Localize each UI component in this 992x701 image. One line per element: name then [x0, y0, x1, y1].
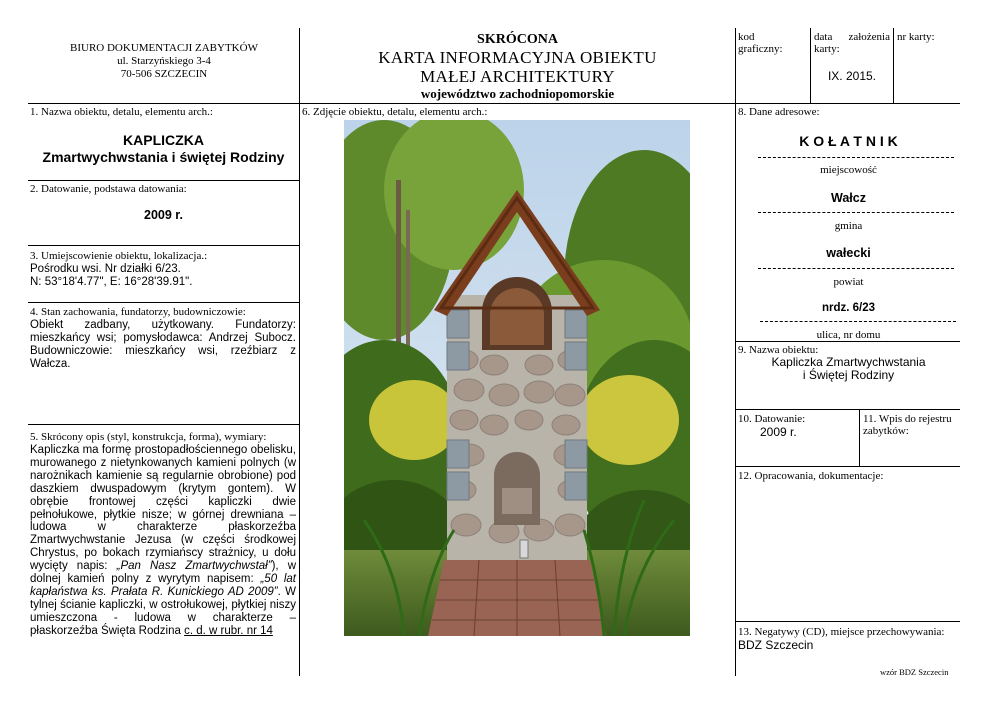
description-quote-2: „50 lat kapłaństwa ks. Prałata R. Kunickiego AD 2009” — [30, 573, 297, 598]
object-name-9 — [736, 356, 961, 382]
dashed-rule — [758, 268, 954, 269]
office-name: BIURO DOKUMENTACJI ZABYTKÓW — [70, 42, 258, 54]
divider — [893, 28, 894, 103]
object-name-line-1: KAPLICZKA — [123, 132, 204, 148]
section-1-label: 1. Nazwa obiektu, detalu, elementu arch.: — [30, 106, 213, 118]
street-value: nrdz. 6/23 — [821, 302, 876, 314]
powiat-caption: powiat — [833, 276, 864, 288]
description-text — [30, 444, 296, 638]
section-11-label: 11. Wpis do rejestru zabytków: — [863, 413, 952, 437]
description-quote-1: „Pan Nasz Zmartwychwstał” — [116, 560, 272, 573]
dating-value: 2009 r. — [144, 208, 183, 222]
section-2-label: 2. Datowanie, podstawa datowania: — [30, 183, 187, 195]
divider — [735, 621, 960, 622]
section-13-label: 13. Negatywy (CD), miejsce przechowywania: — [738, 626, 945, 638]
section-10-label: 10. Datowanie: — [738, 413, 806, 425]
section-9-label: 9. Nazwa obiektu: — [738, 344, 819, 356]
data-zalozenia-value: IX. 2015. — [827, 69, 877, 83]
nr-karty-label: nr karty: — [897, 31, 935, 43]
location-line-1: Pośrodku wsi. Nr działki 6/23. — [30, 263, 181, 275]
document-title — [300, 31, 735, 102]
title-line-1: SKRÓCONA — [477, 32, 558, 47]
title-line-2: KARTA INFORMACYJNA OBIEKTU — [378, 48, 657, 67]
voivodeship: województwo zachodniopomorskie — [420, 86, 615, 101]
dashed-rule — [758, 157, 954, 158]
continuation-reference: c. d. w rubr. nr 14 — [184, 624, 273, 637]
gmina-value: Wałcz — [831, 191, 866, 205]
template-note: wzór BDZ Szczecin — [880, 667, 949, 677]
divider — [735, 341, 960, 342]
object-name-9-line-2: i Świętej Rodziny — [802, 368, 895, 382]
office-address — [30, 42, 298, 81]
title-line-3: MAŁEJ ARCHITEKTURY — [420, 67, 615, 86]
divider — [299, 28, 300, 676]
office-street: ul. Starzyńskiego 3-4 — [117, 55, 211, 67]
divider — [810, 28, 811, 103]
divider — [735, 28, 736, 676]
divider — [859, 409, 860, 466]
section-3-label: 3. Umiejscowienie obiektu, lokalizacja.: — [30, 250, 208, 262]
section-8-label: 8. Dane adresowe: — [738, 106, 820, 118]
street-caption: ulica, nr domu — [816, 329, 881, 341]
section-4-label: 4. Stan zachowania, fundatorzy, budowniczowie: — [30, 306, 246, 318]
description-part-b: ), w dolnej kamień polny z wyrytym napisem: — [30, 560, 297, 586]
object-name-line-2: Zmartwychwstania i świętej Rodziny — [42, 149, 285, 165]
description-part-c: . W tylnej ścianie kapliczki, w ostrołukowej, płytkiej niszy umieszczona - ludowa w charakterze – płaskorzeźba Święta Rodzina — [30, 585, 296, 637]
village-name: K O Ł A T N I K — [799, 133, 898, 149]
dashed-rule — [758, 212, 954, 213]
powiat-value: wałecki — [826, 246, 871, 260]
condition-text: Obiekt zadbany, użytkowany. Fundatorzy: mieszkańcy wsi; pomysłodawca: Andrzej Subocz. Budowniczowie: mieszkańcy wsi, rzeźbiarz z Wałcza. — [30, 319, 296, 370]
location-coordinates: N: 53°18'4.77", E: 16°28'39.91". — [30, 276, 193, 288]
object-name-9-line-1: Kapliczka Zmartwychwstania — [771, 355, 926, 369]
section-5-label: 5. Skrócony opis (styl, konstrukcja, forma), wymiary: — [30, 431, 267, 443]
kod-graficzny-label: kod graficzny: — [738, 31, 783, 55]
negatives-location: BDZ Szczecin — [738, 638, 814, 652]
divider — [735, 409, 960, 410]
data-zalozenia-label: data założenia karty: — [814, 31, 890, 55]
shrine-photo — [344, 120, 690, 636]
divider — [28, 180, 299, 181]
gmina-caption: gmina — [834, 220, 863, 232]
divider — [28, 302, 299, 303]
village-caption: miejscowość — [820, 164, 877, 176]
section-12-label: 12. Opracowania, dokumentacje: — [738, 470, 884, 482]
divider — [28, 245, 299, 246]
divider — [28, 103, 960, 104]
section-6-label: 6. Zdjęcie obiektu, detalu, elementu arch.: — [302, 106, 488, 118]
object-name — [28, 132, 299, 166]
divider — [735, 466, 960, 467]
description-part-a: Kapliczka ma formę prostopadłościennego obelisku, murowanego z nietynkowanych kamieni polnych (w narożnikach kamienie są regularnie obrobione) pod daszkiem dwuspadowym (krytym gontem). W obrębie frontowej części kapliczki dwie pełnołukowe, płytkie nisze; w górnej drewniana – ludowa w charakterze płaskorzeźba Zmartwychwstanie Jezusa (w części środkowej Chrystus, po bokach rzymiańscy strażnicy, u dołu wycięty napis: — [30, 444, 296, 573]
dashed-rule — [760, 321, 956, 322]
office-city: 70-506 SZCZECIN — [120, 68, 208, 80]
dating-10-value: 2009 r. — [760, 425, 797, 439]
divider — [28, 424, 299, 425]
